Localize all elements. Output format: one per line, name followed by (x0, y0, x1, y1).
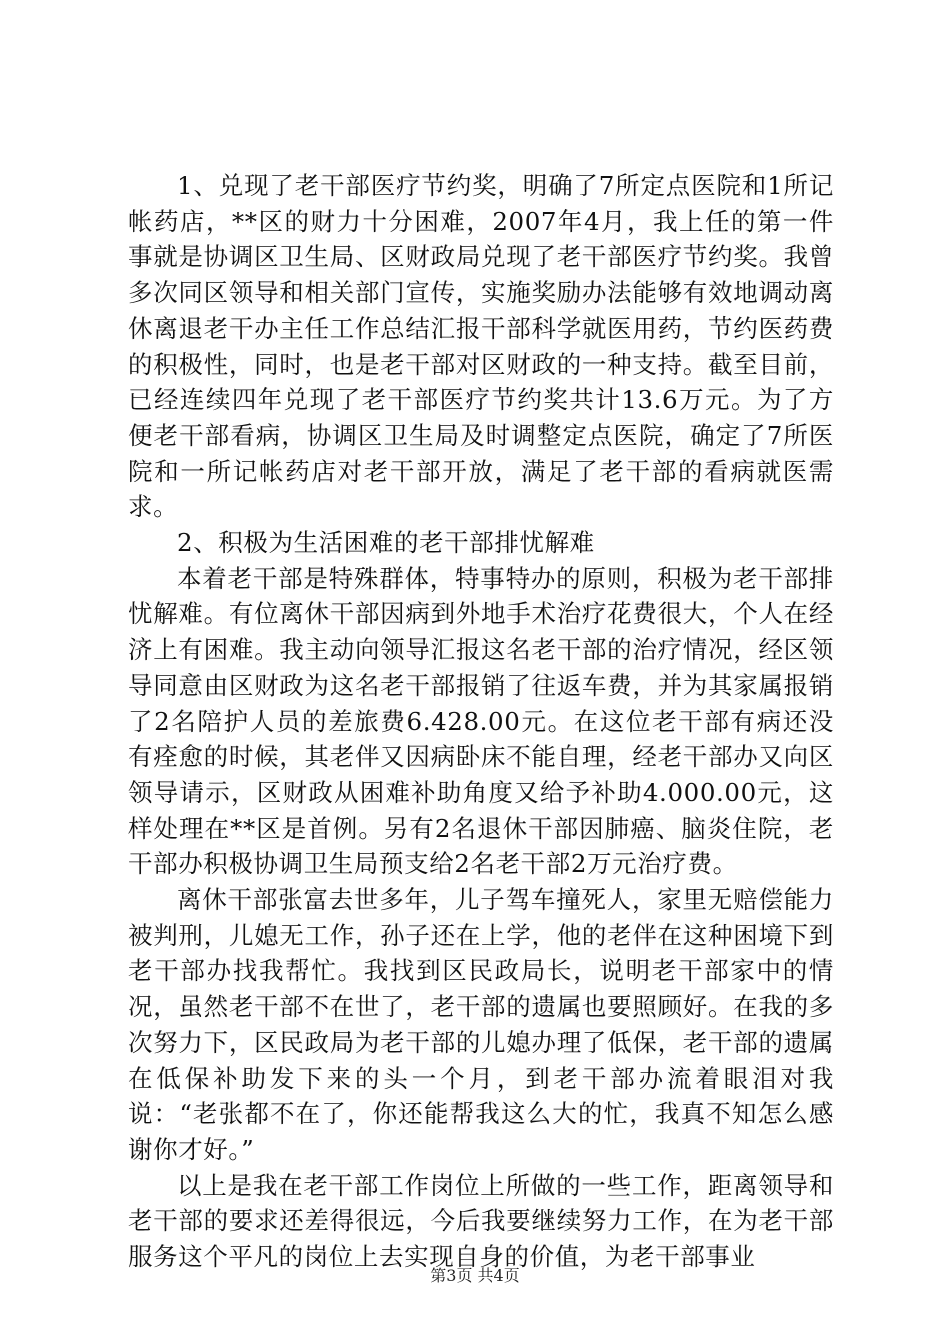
page-number-footer: 第3页 共4页 (430, 1266, 520, 1285)
paragraph-zhang-family: 离休干部张富去世多年，儿子驾车撞死人，家里无赔偿能力被判刑，儿媳无工作，孙子还在上学，他的老伴在这种困境下到老干部办找我帮忙。我找到区民政局长，说明老干部家中的情况，虽然老干部不在世了，老干部的遗属也要照顾好。在我的多次努力下，区民政局为老干部的儿媳办理了低保，老干部的遗属在低保补助发下来的头一个月，到老干部办流着眼泪对我说：“老张都不在了，你还能帮我这么大的忙，我真不知怎么感谢你才好。” (128, 885, 834, 1164)
document-body (128, 168, 834, 1275)
paragraph-heading-hardship: 2、积极为生活困难的老干部排忧解难 (177, 528, 595, 558)
paragraph-conclusion: 以上是我在老干部工作岗位上所做的一些工作，距离领导和老干部的要求还差得很远，今后我要继续努力工作，在为老干部服务这个平凡的岗位上去实现自身的价值，为老干部事业 (128, 1170, 834, 1272)
paragraph-hardship-help: 本着老干部是特殊群体，特事特办的原则，积极为老干部排忧解难。有位离休干部因病到外地手术治疗花费很大，个人在经济上有困难。我主动向领导汇报这名老干部的治疗情况，经区领导同意由区财政为这名老干部报销了往返车费，并为其家属报销了2名陪护人员的差旅费6.428.00元。在这位老干部有病还没有痊愈的时候，其老伴又因病卧床不能自理，经老干部办又向区领导请示，区财政从困难补助角度又给予补助4.000.00元，这样处理在**区是首例。另有2名退休干部因肺癌、脑炎住院，老干部办积极协调卫生局预支给2名老干部2万元治疗费。 (128, 563, 834, 879)
paragraph-medical-award: 1、兑现了老干部医疗节约奖，明确了7所定点医院和1所记帐药店，**区的财力十分困难，2007年4月，我上任的第一件事就是协调区卫生局、区财政局兑现了老干部医疗节约奖。我曾多次同区领导和相关部门宣传，实施奖励办法能够有效地调动离休离退老干办主任工作总结汇报干部科学就医用药，节约医药费的积极性，同时，也是老干部对区财政的一种支持。截至目前，已经连续四年兑现了老干部医疗节约奖共计13.6万元。为了方便老干部看病，协调区卫生局及时调整定点医院，确定了7所医院和一所记帐药店对老干部开放，满足了老干部的看病就医需求。 (128, 171, 834, 522)
